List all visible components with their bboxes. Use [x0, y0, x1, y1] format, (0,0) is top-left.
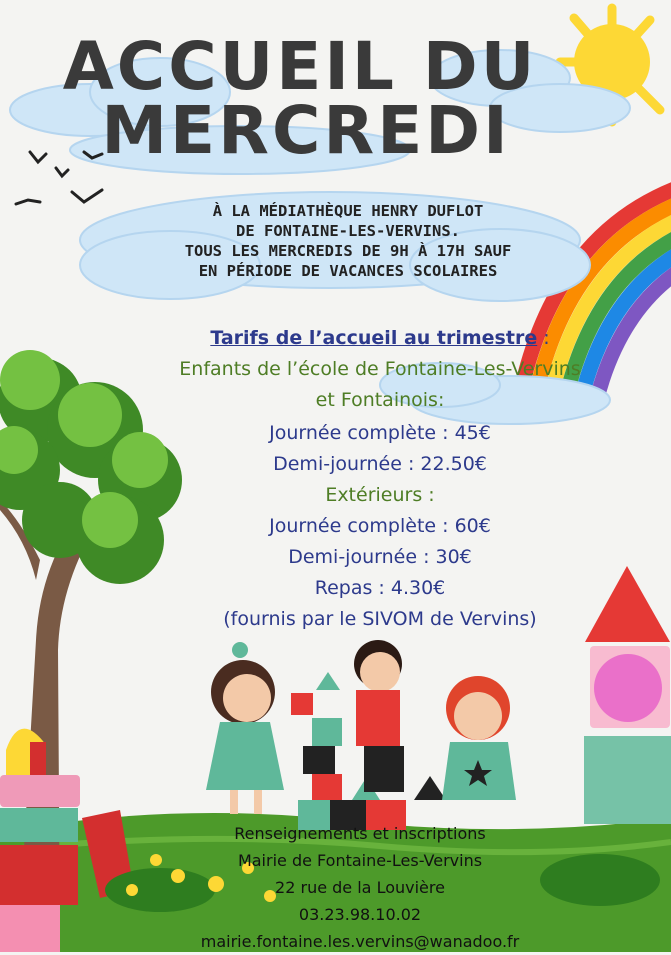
- toy-blocks-right: [584, 566, 671, 824]
- meal-price: Repas : 4.30€: [314, 577, 446, 599]
- child-girl-right: [442, 676, 516, 800]
- group1-line-2: et Fontainois:: [315, 389, 445, 411]
- contact-mairie: Mairie de Fontaine-Les-Vervins: [237, 851, 483, 870]
- tarifs-heading-colon: :: [537, 327, 550, 349]
- tarifs-heading-text: Tarifs de l’accueil au trimestre: [210, 327, 538, 349]
- subtitle-line-4: EN PÉRIODE DE VACANCES SCOLAIRES: [198, 262, 498, 280]
- group2-full-day: Journée complète : 60€: [269, 515, 491, 537]
- contact-email[interactable]: mairie.fontaine.les.vervins@wanadoo.fr: [200, 932, 520, 951]
- subtitle-line-2: DE FONTAINE-LES-VERVINS.: [236, 222, 460, 240]
- child-girl-left: [206, 642, 284, 814]
- contact-phone[interactable]: 03.23.98.10.02: [298, 905, 422, 924]
- title-line-2: MERCREDI: [101, 92, 511, 169]
- child-boy-center: [354, 640, 404, 792]
- group1-half-day: Demi-journée : 22.50€: [273, 453, 487, 475]
- subtitle-line-1: À LA MÉDIATHÈQUE HENRY DUFLOT: [212, 202, 484, 220]
- contact-address: 22 rue de la Louvière: [275, 878, 445, 897]
- contact-heading: Renseignements et inscriptions: [234, 824, 486, 843]
- tarifs-heading: [0, 326, 671, 350]
- group1-full-day: Journée complète : 45€: [269, 422, 491, 444]
- subtitle-line-3: TOUS LES MERCREDIS DE 9H À 17H SAUF: [184, 242, 512, 260]
- group2-half-day: Demi-journée : 30€: [288, 546, 472, 568]
- group2-label: Extérieurs :: [325, 484, 435, 506]
- meal-note: (fournis par le SIVOM de Vervins): [223, 608, 537, 630]
- group1-line-1: Enfants de l’école de Fontaine-Les-Vervins: [179, 358, 581, 380]
- title-line-1: ACCUEIL DU: [62, 28, 538, 105]
